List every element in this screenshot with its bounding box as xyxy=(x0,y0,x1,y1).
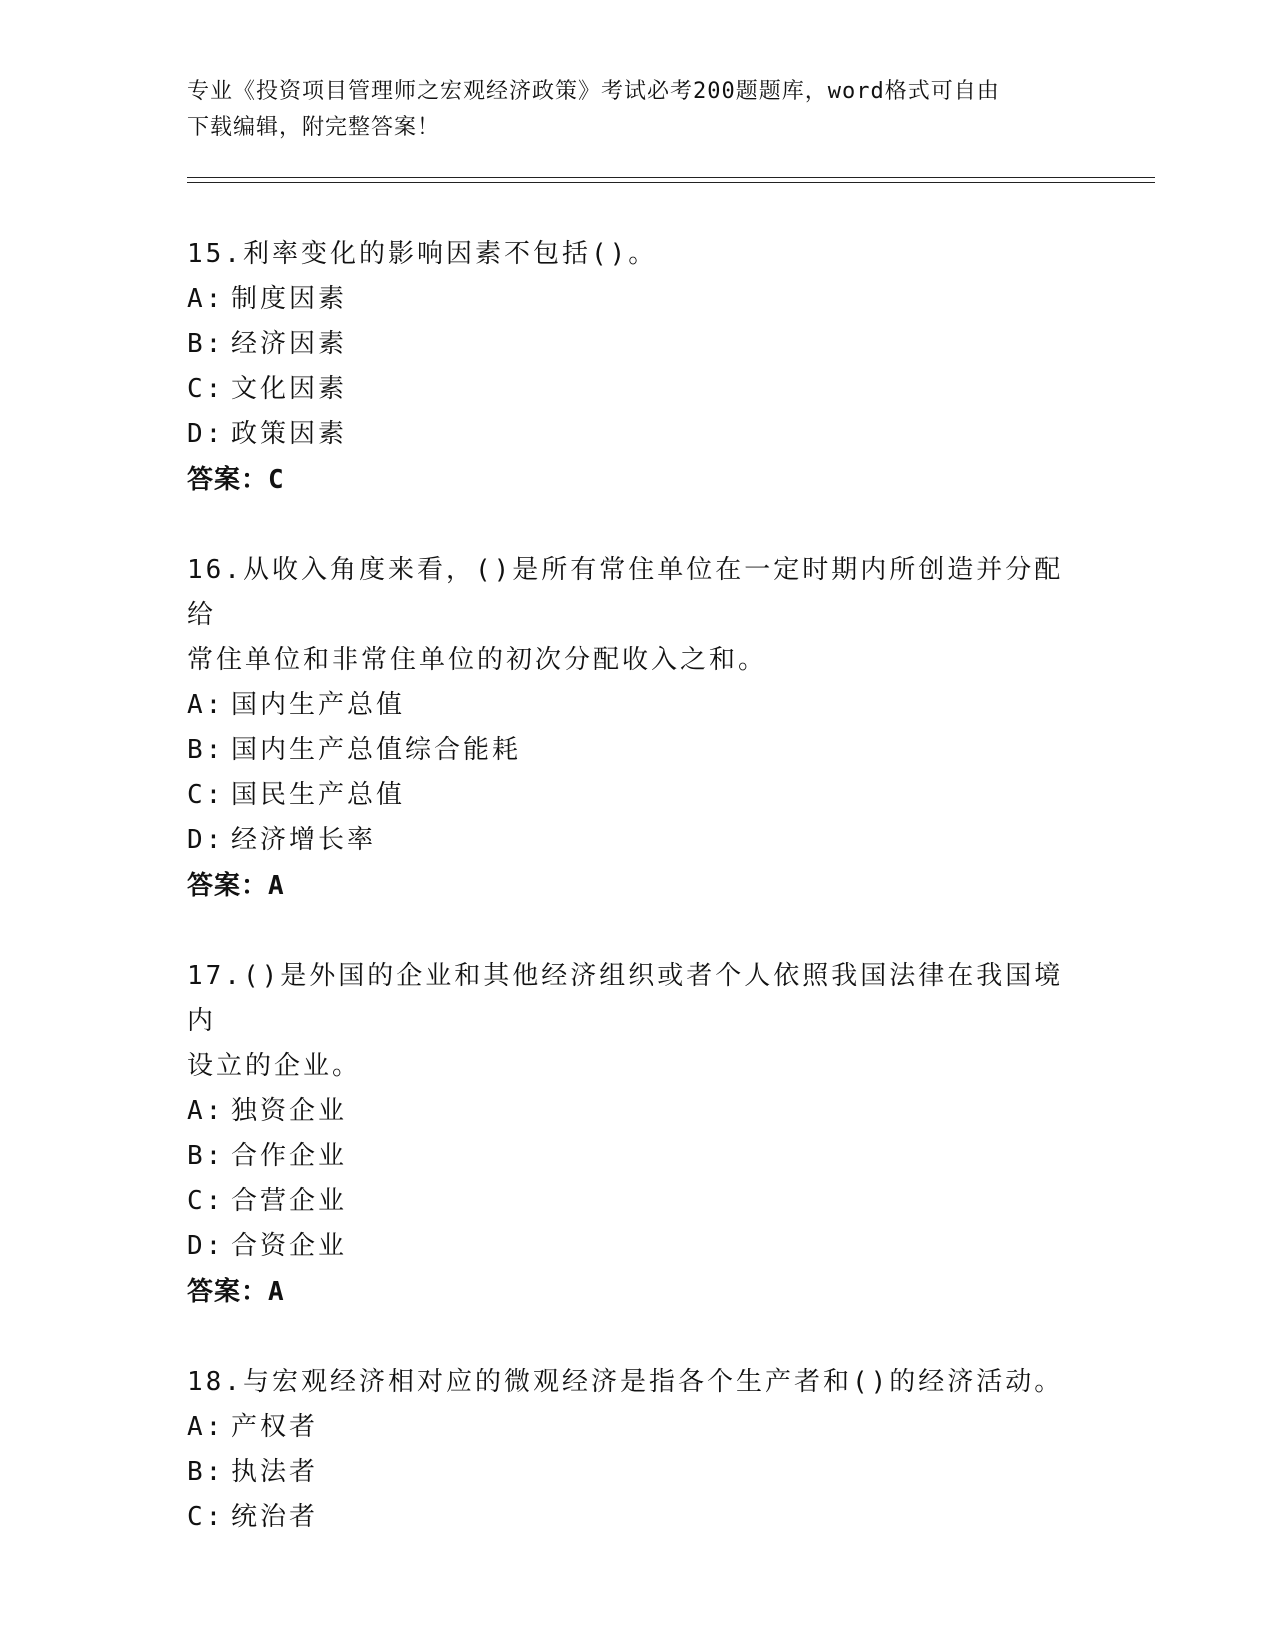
option-key: C: xyxy=(187,1186,225,1216)
header-divider-bottom xyxy=(187,182,1155,183)
option-c xyxy=(187,367,1087,412)
option-b xyxy=(187,728,1087,773)
option-text: 制度因素 xyxy=(231,284,348,314)
option-key: D: xyxy=(187,419,225,449)
option-text: 国内生产总值综合能耗 xyxy=(231,735,522,765)
answer-line: 答案：A xyxy=(187,871,285,901)
option-key: A: xyxy=(187,1412,225,1442)
question-text: 16.从收入角度来看，()是所有常住单位在一定时期内所创造并分配给 xyxy=(187,555,1064,630)
option-text: 经济因素 xyxy=(231,329,348,359)
option-d xyxy=(187,1224,1087,1269)
option-text: 产权者 xyxy=(231,1412,319,1442)
option-text: 统治者 xyxy=(231,1502,319,1532)
question-text-continued: 设立的企业。 xyxy=(187,1051,362,1081)
answer-line: 答案：A xyxy=(187,1277,285,1307)
option-key: A: xyxy=(187,1096,225,1126)
option-key: C: xyxy=(187,1502,225,1532)
option-a xyxy=(187,1405,1087,1450)
question-text-continued: 常住单位和非常住单位的初次分配收入之和。 xyxy=(187,645,768,675)
option-key: B: xyxy=(187,329,225,359)
answer-line: 答案：C xyxy=(187,465,285,495)
option-text: 合资企业 xyxy=(231,1231,348,1261)
option-c xyxy=(187,1179,1087,1224)
option-text: 执法者 xyxy=(231,1457,319,1487)
question-16 xyxy=(187,548,1087,909)
question-text: 17.()是外国的企业和其他经济组织或者个人依照我国法律在我国境内 xyxy=(187,961,1064,1036)
option-text: 国民生产总值 xyxy=(231,780,406,810)
option-d xyxy=(187,412,1087,457)
option-b xyxy=(187,1134,1087,1179)
option-key: D: xyxy=(187,1231,225,1261)
option-b xyxy=(187,322,1087,367)
header-line-2: 下载编辑，附完整答案！ xyxy=(187,115,441,140)
option-key: B: xyxy=(187,735,225,765)
option-c xyxy=(187,773,1087,818)
option-text: 合营企业 xyxy=(231,1186,348,1216)
header-line-1: 专业《投资项目管理师之宏观经济政策》考试必考200题题库，word格式可自由 xyxy=(187,79,1000,104)
option-key: A: xyxy=(187,690,225,720)
question-18 xyxy=(187,1360,1087,1540)
option-b xyxy=(187,1450,1087,1495)
option-key: A: xyxy=(187,284,225,314)
option-text: 经济增长率 xyxy=(231,825,377,855)
question-text: 18.与宏观经济相对应的微观经济是指各个生产者和()的经济活动。 xyxy=(187,1367,1064,1397)
option-key: C: xyxy=(187,374,225,404)
header-divider-top xyxy=(187,177,1155,178)
option-a xyxy=(187,1089,1087,1134)
option-a xyxy=(187,277,1087,322)
document-header xyxy=(187,74,1067,146)
question-17 xyxy=(187,954,1087,1315)
option-key: D: xyxy=(187,825,225,855)
question-text: 15.利率变化的影响因素不包括()。 xyxy=(187,239,658,269)
option-text: 国内生产总值 xyxy=(231,690,406,720)
option-d xyxy=(187,818,1087,863)
option-a xyxy=(187,683,1087,728)
question-15 xyxy=(187,232,1087,503)
option-key: C: xyxy=(187,780,225,810)
option-text: 合作企业 xyxy=(231,1141,348,1171)
option-key: B: xyxy=(187,1457,225,1487)
option-c xyxy=(187,1495,1087,1540)
question-list xyxy=(187,232,1087,1585)
option-text: 政策因素 xyxy=(231,419,348,449)
option-text: 文化因素 xyxy=(231,374,348,404)
option-text: 独资企业 xyxy=(231,1096,348,1126)
option-key: B: xyxy=(187,1141,225,1171)
